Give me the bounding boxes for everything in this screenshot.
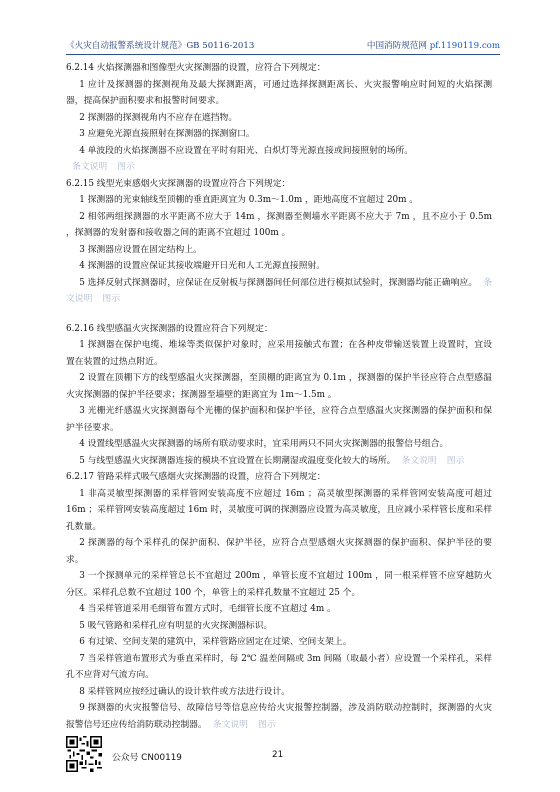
- clause-item: [66, 275, 492, 308]
- paragraph-text: 6 有过梁、空间支架的建筑中，采样管路应固定在过梁、空间支架上。: [79, 637, 352, 647]
- clause-item: [66, 684, 492, 701]
- clause-item: [66, 126, 492, 143]
- paragraph-text: 1 探测器的光束轴线至顶棚的垂直距离宜为 0.3m～1.0m ，距地高度不宜超过 20m 。: [79, 195, 419, 205]
- clause-item: [66, 436, 492, 453]
- page-number: 21: [272, 750, 284, 760]
- clause-item: [66, 337, 492, 370]
- qr-code: [66, 736, 102, 772]
- clause-item: [66, 618, 492, 635]
- explanation-link[interactable]: 条文说明: [72, 162, 108, 172]
- page-footer: [0, 736, 560, 786]
- document-body: [66, 60, 492, 733]
- clause-item: [66, 143, 492, 160]
- clause-item: [66, 601, 492, 618]
- paragraph-text: 1 应计及探测器的探测视角及最大探测距离，可通过选择探测距离长、火灾报警响应时间短的火焰探测器，提高保护面积要求和报警时间要求。: [66, 79, 492, 106]
- paragraph-text: 9 探测器的火灾报警信号、故障信号等信息应传给火灾报警控制器，涉及消防联动控制时，探测器的火灾报警信号还应传给消防联动控制器。: [66, 703, 492, 730]
- diagram-link[interactable]: 图示: [257, 719, 276, 730]
- header-title: 《火灾自动报警系统设计规范》GB 50116-2013: [66, 41, 255, 51]
- clause-item: [66, 535, 492, 568]
- header-site: [367, 40, 500, 53]
- paragraph-text: 6.2.14 火焰探测器和图像型火灾探测器的设置，应符合下列规定：: [66, 63, 326, 73]
- paragraph-text: 8 采样管网应按经过确认的设计软件或方法进行设计。: [79, 686, 290, 697]
- paragraph-text: 2 设置在顶棚下方的线型感温火灾探测器，至顶棚的距离宜为 0.1m ，探测器的保护半径应符合点型感温火灾探测器的保护半径要求；探测器至墙壁的距离宜为 1m～1.5m 。: [66, 373, 492, 400]
- clause-heading: [66, 159, 492, 176]
- header-site-name: 中国消防规范网: [366, 41, 428, 51]
- paragraph-text: 4 单波段的火焰探测器不应设置在平时有阳光、白炽灯等光源直接或间接照射的场所。: [79, 145, 414, 156]
- clause-item: [66, 370, 492, 403]
- paragraph-text: 6.2.16 线型感温火灾探测器的设置应符合下列规定：: [66, 323, 273, 334]
- page-header: [66, 40, 500, 55]
- clause-item: [66, 486, 492, 536]
- clause-item: [66, 453, 492, 470]
- clause-item: [66, 568, 492, 601]
- clause-heading: [66, 321, 492, 338]
- paragraph-text: 3 应避免光源直接照射在探测器的探测窗口。: [79, 129, 255, 139]
- paragraph-text: 6.2.17 管路采样式吸气感烟火灾探测器的设置，应符合下列规定：: [66, 472, 326, 482]
- clause-item: [66, 258, 492, 275]
- header-site-url[interactable]: pf.1190119.com: [429, 41, 500, 51]
- paragraph-text: 3 探测器应设置在固定结构上。: [79, 244, 202, 255]
- paragraph-text: 2 相邻两组探测器的水平距离不应大于 14m ，探测器至侧墙水平距离不应大于 7m ，且不应小于 0.5m ，探测器的发射器和接收器之间的距离不宜超过 100m 。: [66, 211, 492, 238]
- paragraph-text: 4 设置线型感温火灾探测器的场所有联动要求时，宜采用两只不同火灾探测器的报警信号组合。: [79, 439, 449, 449]
- explanation-link[interactable]: 条文说明: [401, 455, 437, 466]
- paragraph-text: 3 光栅光纤感温火灾探测器每个光栅的保护面积和保护半径，应符合点型感温火灾探测器的保护面积和保护半径要求。: [66, 406, 492, 433]
- paragraph-text: 5 吸气管路和采样孔应有明显的火灾探测器标识。: [79, 620, 273, 631]
- explanation-link[interactable]: 条文说明: [212, 719, 248, 730]
- clause-heading: [66, 469, 492, 486]
- paragraph-text: 2 探测器的探测视角内不应存在遮挡物。: [79, 112, 238, 123]
- clause-item: [66, 77, 492, 110]
- paragraph-text: 2 探测器的每个采样孔的保护面积、保护半径，应符合点型感烟火灾探测器的保护面积、保护半径的要求。: [66, 538, 492, 565]
- clause-item: [66, 192, 492, 209]
- diagram-link[interactable]: 图示: [102, 294, 121, 304]
- paragraph-text: 1 非高灵敏型探测器的采样管网安装高度不应超过 16m ；高灵敏型探测器的采样管网安装高度可超过 16m ；采样管网安装高度超过 16m 时，灵敏度可调的探测器应设置为高灵敏度，且应减小采样管长度和采样孔数量。: [66, 488, 492, 532]
- paragraph-text: 1 探测器在保护电缆、堆垛等类似保护对象时，应采用接触式布置；在各种皮带输送装置上设置时，宜设置在装置的过热点附近。: [66, 340, 492, 367]
- paragraph-text: 5 与线型感温火灾探测器连接的模块不宜设置在长期潮湿或温度变化较大的场所。: [79, 455, 396, 466]
- clause-heading: [66, 176, 492, 193]
- diagram-link[interactable]: 图示: [117, 162, 135, 172]
- paragraph-text: 7 当采样管道布置形式为垂直采样时，每 2℃ 温差间隔或 3m 间隔（取最小者）应设置一个采样孔，采样孔不应背对气流方向。: [66, 653, 492, 680]
- clause-item: [66, 651, 492, 684]
- explanation-link[interactable]: 条文说明: [66, 277, 492, 304]
- clause-item: [66, 403, 492, 436]
- clause-heading: [66, 60, 492, 77]
- paragraph-text: 6.2.15 线型光束感烟火灾探测器的设置应符合下列规定：: [66, 178, 291, 189]
- clause-item: [66, 700, 492, 733]
- diagram-link[interactable]: 图示: [446, 455, 465, 466]
- clause-item: [66, 634, 492, 651]
- paragraph-text: 4 当采样管道采用毛细管布置方式时，毛细管长度不宜超过 4m 。: [79, 604, 336, 614]
- paragraph-text: 4 探测器的设置应保证其接收端避开日光和人工光源直接照射。: [79, 261, 326, 271]
- clause-item: [66, 209, 492, 242]
- paragraph-text: 3 一个探测单元的采样管总长不宜超过 200m ，单管长度不宜超过 100m ，同一根采样管不应穿越防火分区。采样孔总数不宜超过 100 个，单管上的采样孔数量不宜超过 25 个。: [66, 571, 492, 598]
- clause-item: [66, 110, 492, 127]
- clause-item: [66, 242, 492, 259]
- paragraph-text: 5 选择反射式探测器时，应保证在反射板与探测器间任何部位进行模拟试验时，探测器均能正确响应。: [79, 277, 478, 288]
- wechat-account: 公众号 CN00119: [112, 753, 182, 763]
